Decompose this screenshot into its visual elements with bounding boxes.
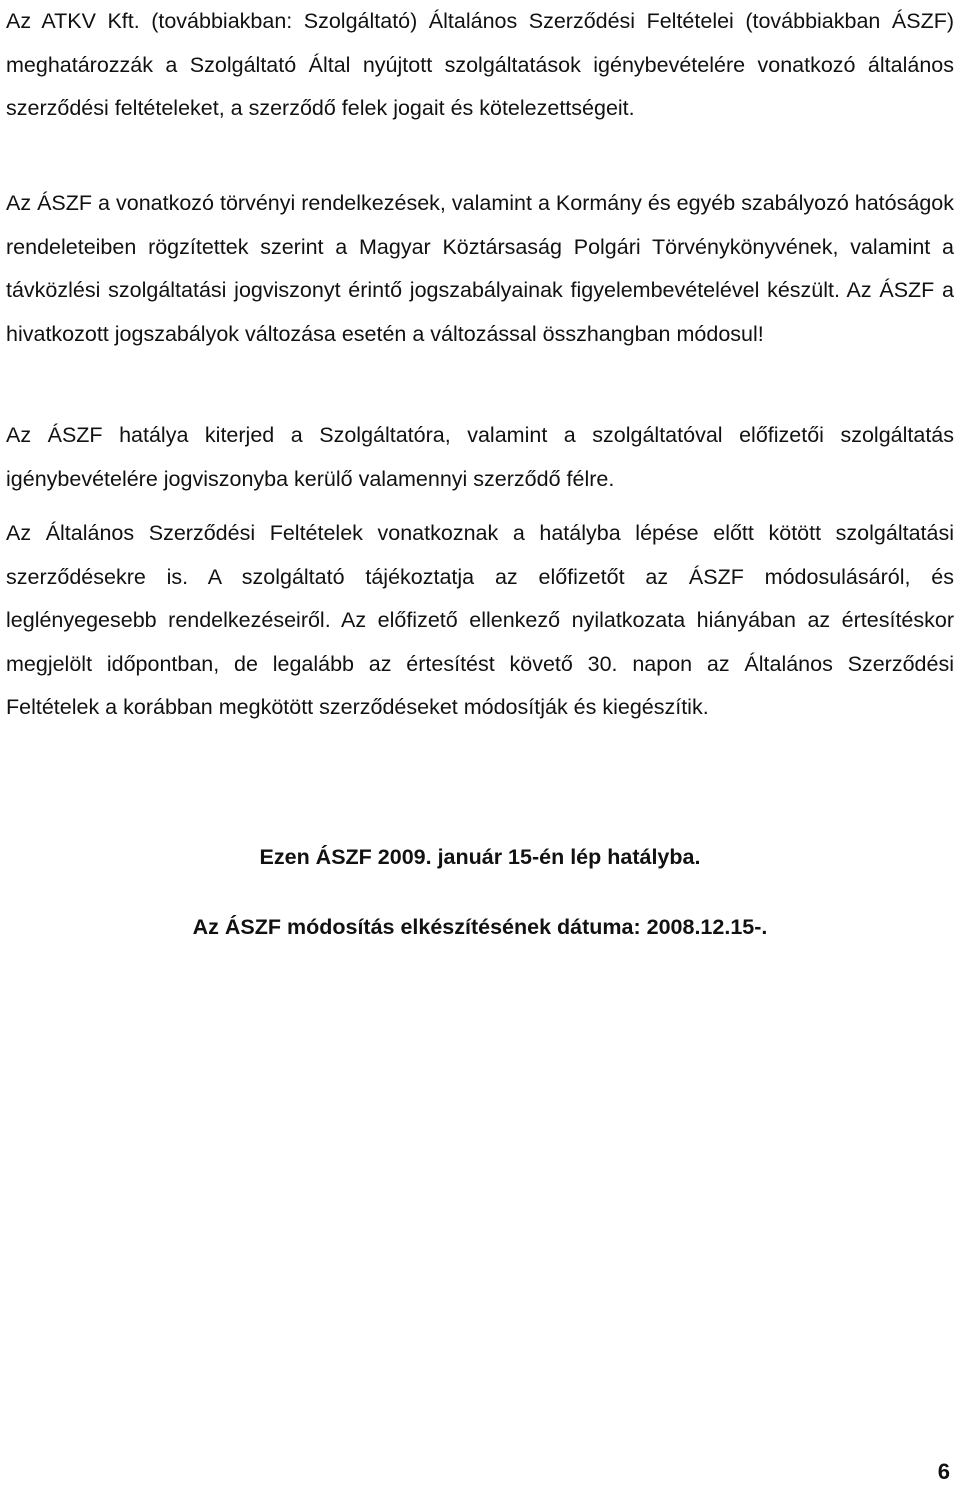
effective-date-line: Ezen ÁSZF 2009. január 15-én lép hatályba. <box>259 845 701 869</box>
paragraph-applicability: Az Általános Szerződési Feltételek vonatkoznak a hatályba lépése előtt kötött szolgáltatási szerződésekre is. A szolgáltató tájékoztatja az előfizetőt az ÁSZF módosulásáról, és leglényegesebb rendelkezéseiről. Az előfizető ellenkező nyilatkozata hiányában az értesítéskor megjelölt időpontban, de legalább az értesítést követő 30. napon az Általános Szerződési Feltételek a korábban megkötött szerződéseket módosítják és kiegészítik. <box>6 521 954 719</box>
revision-date-line: Az ÁSZF módosítás elkészítésének dátuma: 2008.12.15-. <box>192 915 768 939</box>
paragraph-legal-basis: Az ÁSZF a vonatkozó törvényi rendelkezések, valamint a Kormány és egyéb szabályozó hatóságok rendeleteiben rögzítettek szerint a Magyar Köztársaság Polgári Törvénykönyvének, valamint a távközlési szolgáltatási jogviszonyt érintő jogszabályainak figyelembevételével készült. Az ÁSZF a hivatkozott jogszabályok változása esetén a változással összhangban módosul! <box>6 191 954 346</box>
paragraph-intro: Az ATKV Kft. (továbbiakban: Szolgáltató) Általános Szerződési Feltételei (továbbiakban ÁSZF) meghatározzák a Szolgáltató Által nyújtott szolgáltatások igénybevételére vonatkozó általános szerződési feltételeket, a szerződő felek jogait és kötelezettségeit. <box>6 9 954 120</box>
page-number: 6 <box>937 1459 950 1484</box>
paragraph-scope: Az ÁSZF hatálya kiterjed a Szolgáltatóra, valamint a szolgáltatóval előfizetői szolgáltatás igénybevételére jogviszonyba kerülő valamennyi szerződő félre. <box>6 423 954 491</box>
